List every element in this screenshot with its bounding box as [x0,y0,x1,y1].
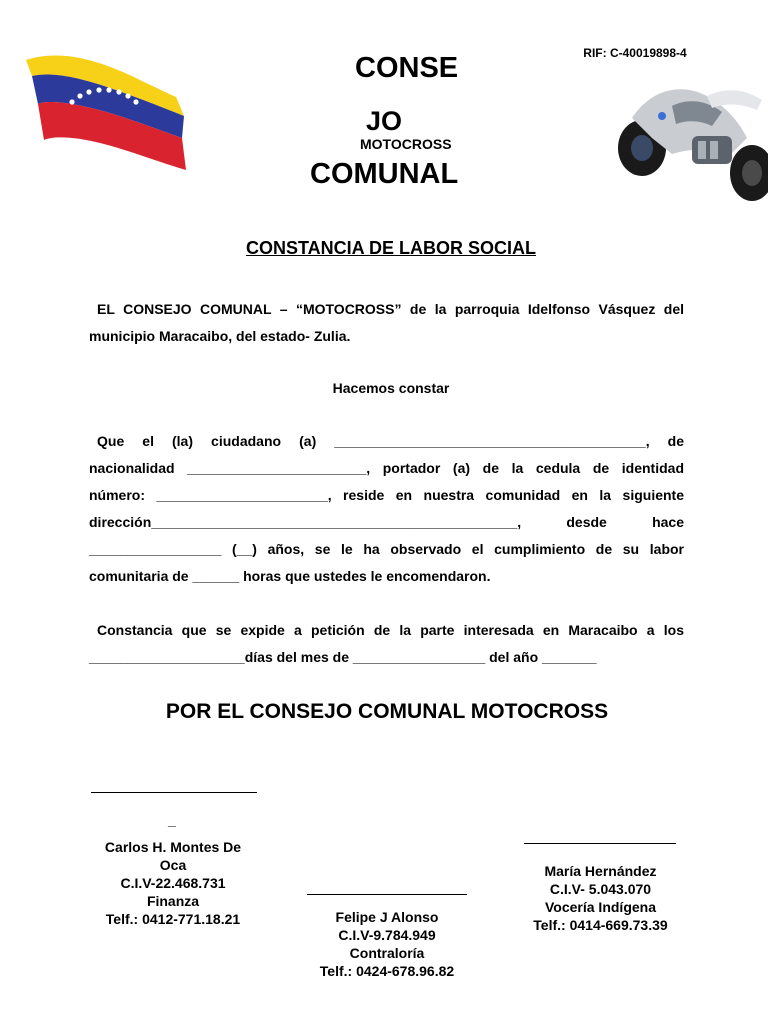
council-title-line1: CONSE [355,52,459,84]
body-line: nacionalidad _______________________, portador (a) de la cedula de identidad [89,460,684,476]
signatory-role: Finanza [146,893,200,909]
signatory-name: Oca [159,857,187,873]
document-title: CONSTANCIA DE LABOR SOCIAL [246,238,536,258]
intro-line: municipio Maracaibo, del estado- Zulia. [89,328,351,344]
constancia-line: ____________________días del mes de _________________ del año _______ [89,649,597,665]
signature-line [524,843,676,844]
signatory-finanza [85,838,261,928]
signatory-civ: C.I.V-9.784.949 [338,927,436,943]
intro-paragraph [89,296,684,350]
council-subtitle: MOTOCROSS [360,136,452,152]
signatory-phone: Telf.: 0412-771.18.21 [105,911,241,927]
signatory-civ: C.I.V-22.468.731 [120,875,226,891]
council-title-line3: COMUNAL [310,158,459,190]
rif-number: RIF: C-40019898-4 [583,46,687,60]
body-line: _________________ (__) años, se le ha observado el cumplimiento de su labor [89,541,684,557]
signatory-civ: C.I.V- 5.043.070 [549,881,652,897]
constancia-line: Constancia que se expide a petición de la parte interesada en Maracaibo a los [97,622,684,638]
motorcycle-image-icon [612,78,768,208]
signatory-role: Vocería Indígena [545,899,656,915]
signatory-phone: Telf.: 0414-669.73.39 [533,917,668,933]
body-paragraph [89,428,684,590]
signature-line [91,792,257,793]
council-title-line2: JO [366,106,403,136]
signatory-contraloria [300,908,474,980]
signatory-name: María Hernández [544,863,657,879]
signature-line [307,894,467,895]
signatory-name: Felipe J Alonso [335,909,439,925]
body-line: comunitaria de ______ horas que ustedes le encomendaron. [89,568,491,584]
signatory-phone: Telf.: 0424-678.96.82 [319,963,455,979]
constancia-paragraph [89,617,684,671]
hacemos-constar: Hacemos constar [332,380,450,396]
signatory-role: Contraloría [349,945,425,961]
signatory-voceria [518,862,683,934]
signature-heading: POR EL CONSEJO COMUNAL MOTOCROSS [165,700,609,723]
body-line: número: ______________________, reside en nuestra comunidad en la siguiente [89,487,684,503]
signature-dash: _ [168,812,176,828]
intro-line: EL CONSEJO COMUNAL – “MOTOCROSS” de la parroquia Idelfonso Vásquez del [97,301,684,317]
body-line: Que el (la) ciudadano (a) ________________________________________, de [97,433,684,449]
venezuela-flag-icon [24,52,189,177]
signatory-name: Carlos H. Montes De [104,839,242,855]
body-line: dirección_______________________________________________, desde hace [89,514,684,530]
